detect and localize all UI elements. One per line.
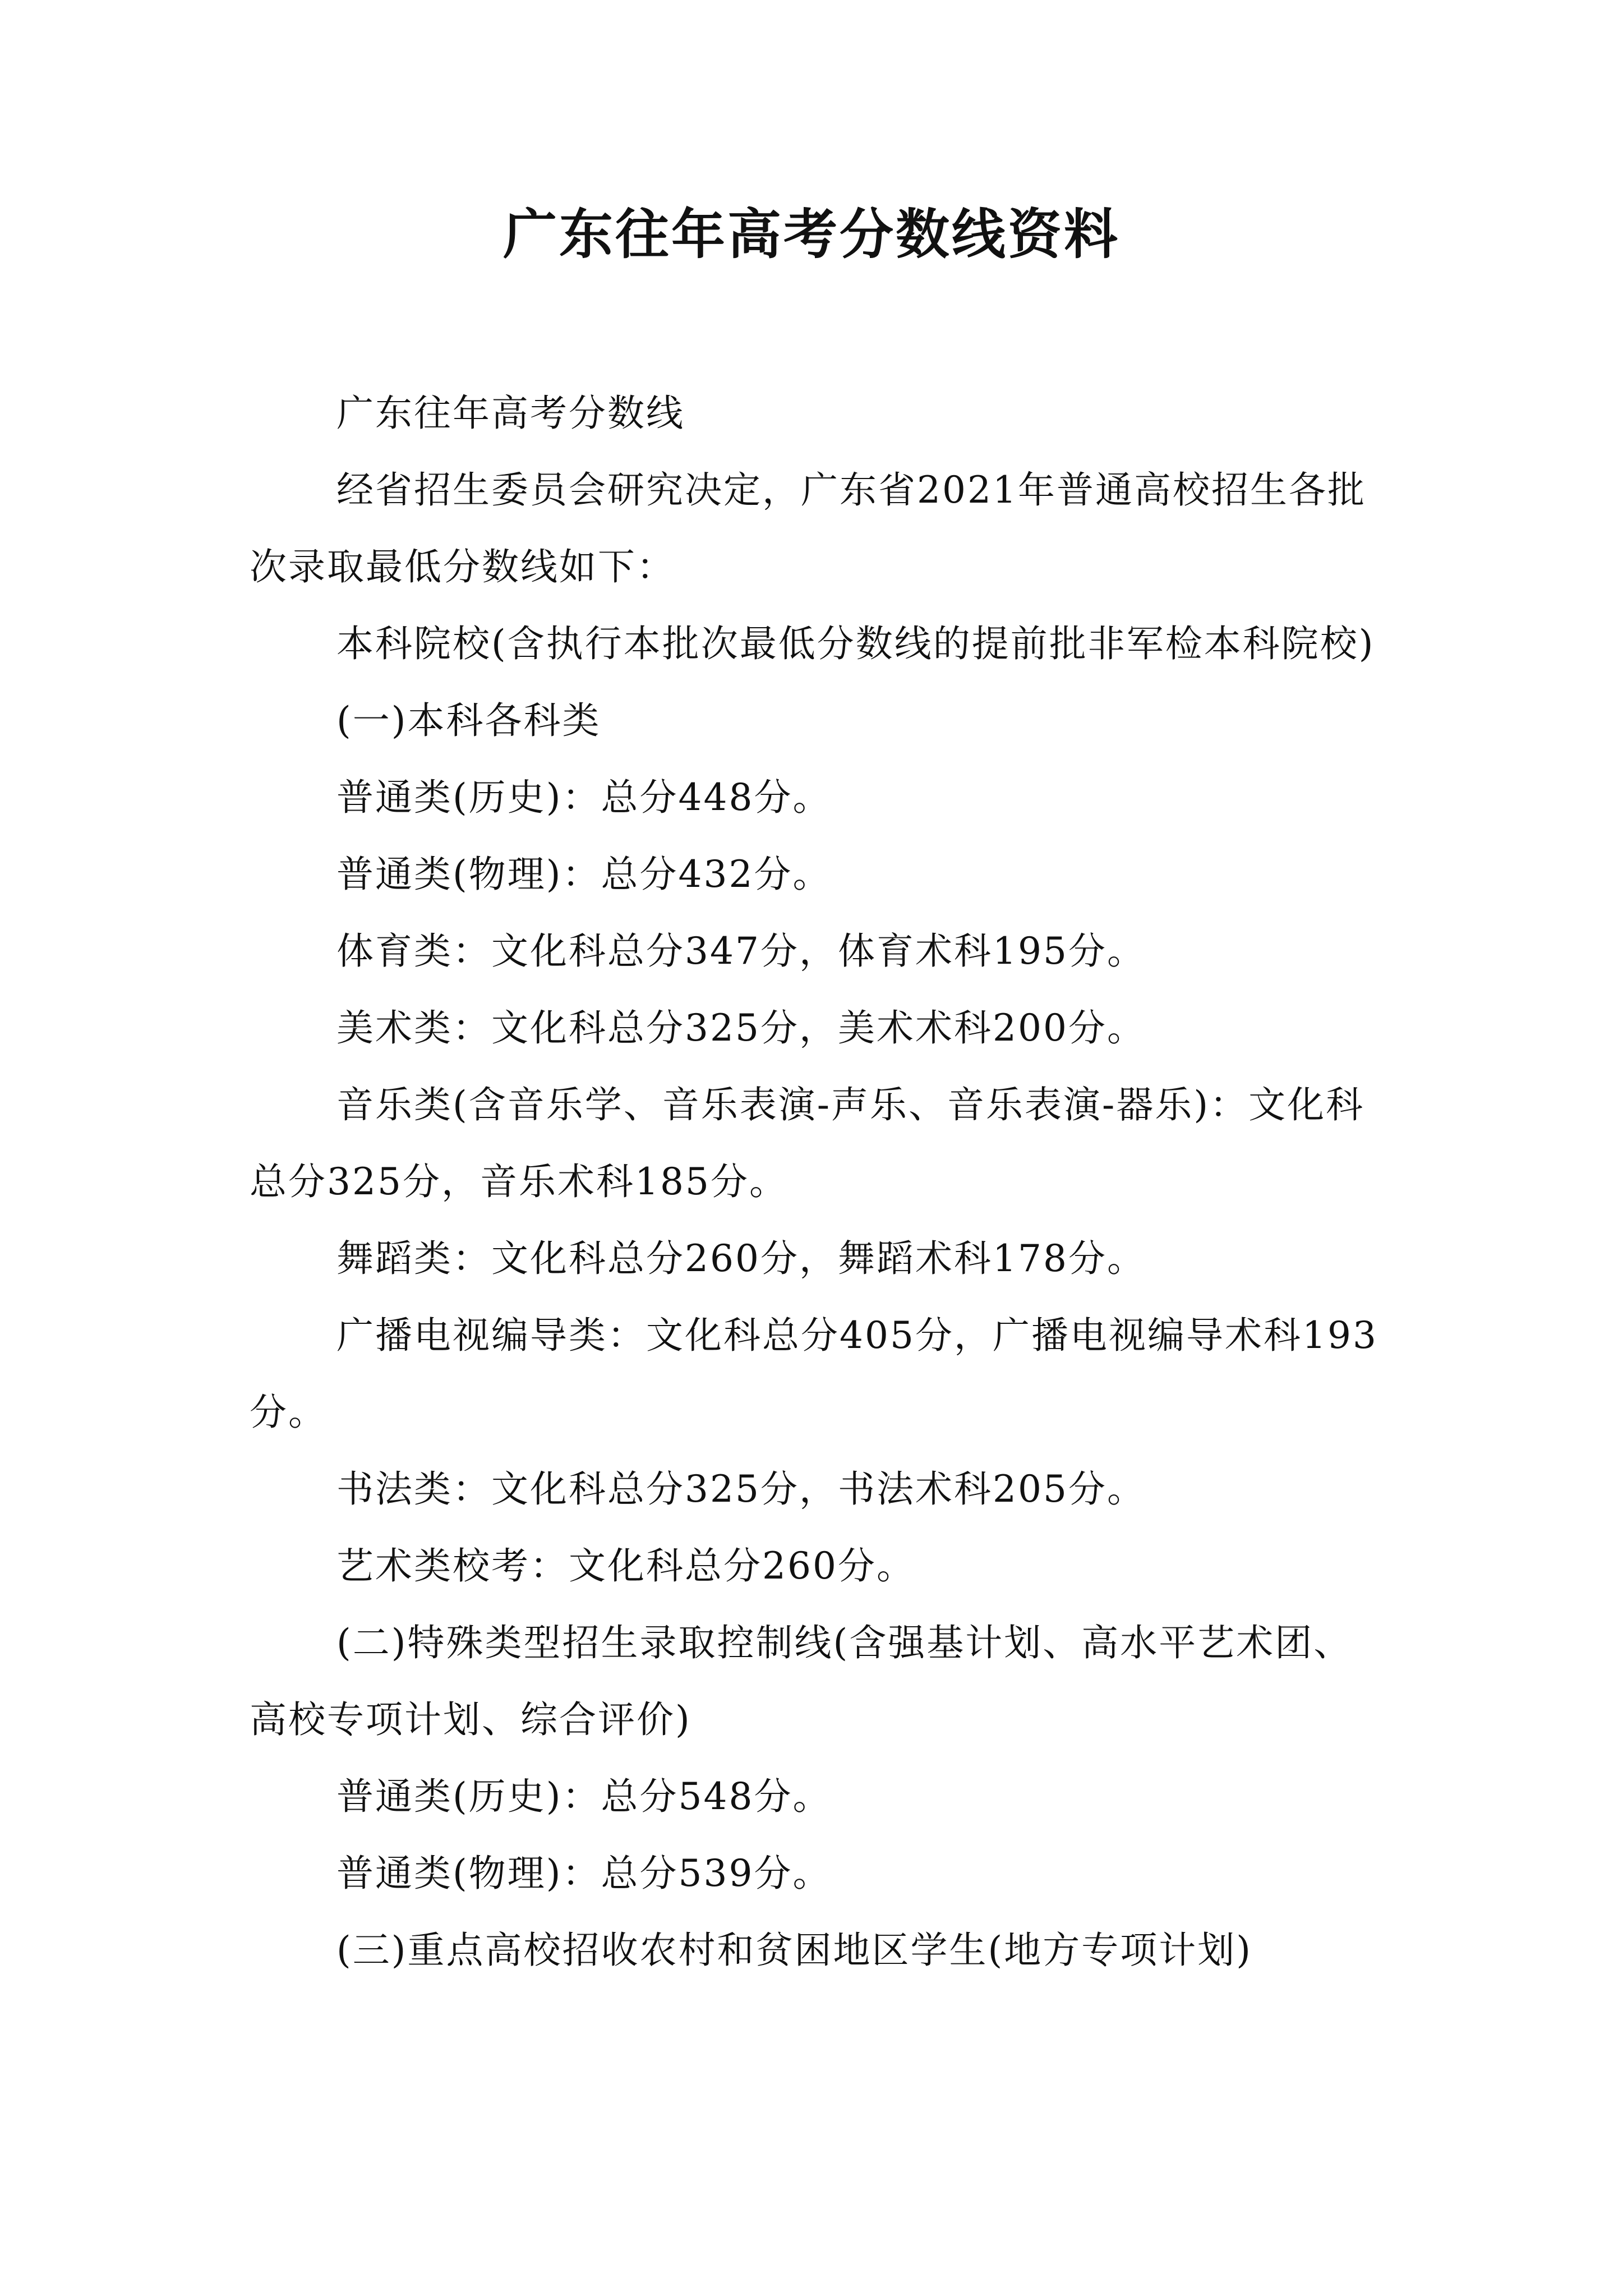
- paragraph-heading: 广东往年高考分数线: [336, 392, 685, 435]
- score-line-dance: 舞蹈类：文化科总分260分，舞蹈术科178分。: [336, 1237, 1146, 1280]
- score-line-calligraphy: 书法类：文化科总分325分，书法术科205分。: [336, 1467, 1146, 1511]
- special-score-line-physics: 普通类(物理)：总分539分。: [336, 1852, 832, 1895]
- score-line-physics: 普通类(物理)：总分432分。: [336, 853, 832, 896]
- document-title: 广东往年高考分数线资料: [503, 203, 1120, 266]
- score-line-music: 音乐类(含音乐学、音乐表演-声乐、音乐表演-器乐)：文化科总分325分，音乐术科185分。: [250, 1083, 1365, 1203]
- paragraph-intro: 经省招生委员会研究决定，广东省2021年普通高校招生各批次录取最低分数线如下：: [250, 468, 1366, 588]
- score-line-history: 普通类(历史)：总分448分。: [336, 776, 832, 819]
- score-line-fine-arts: 美术类：文化科总分325分，美术术科200分。: [336, 1006, 1146, 1050]
- section-heading-1: (一)本科各科类: [336, 699, 601, 742]
- paragraph-undergraduate: 本科院校(含执行本批次最低分数线的提前批非军检本科院校): [336, 622, 1375, 665]
- score-line-broadcasting: 广播电视编导类：文化科总分405分，广播电视编导术科193分。: [250, 1314, 1378, 1434]
- section-heading-3: (三)重点高校招收农村和贫困地区学生(地方专项计划): [336, 1929, 1252, 1972]
- special-score-line-history: 普通类(历史)：总分548分。: [336, 1775, 832, 1818]
- score-line-sports: 体育类：文化科总分347分，体育术科195分。: [336, 930, 1146, 973]
- section-heading-2: (二)特殊类型招生录取控制线(含强基计划、高水平艺术团、高校专项计划、综合评价): [250, 1621, 1353, 1741]
- document-body: [250, 375, 1388, 1989]
- score-line-art-school-exam: 艺术类校考：文化科总分260分。: [336, 1544, 915, 1588]
